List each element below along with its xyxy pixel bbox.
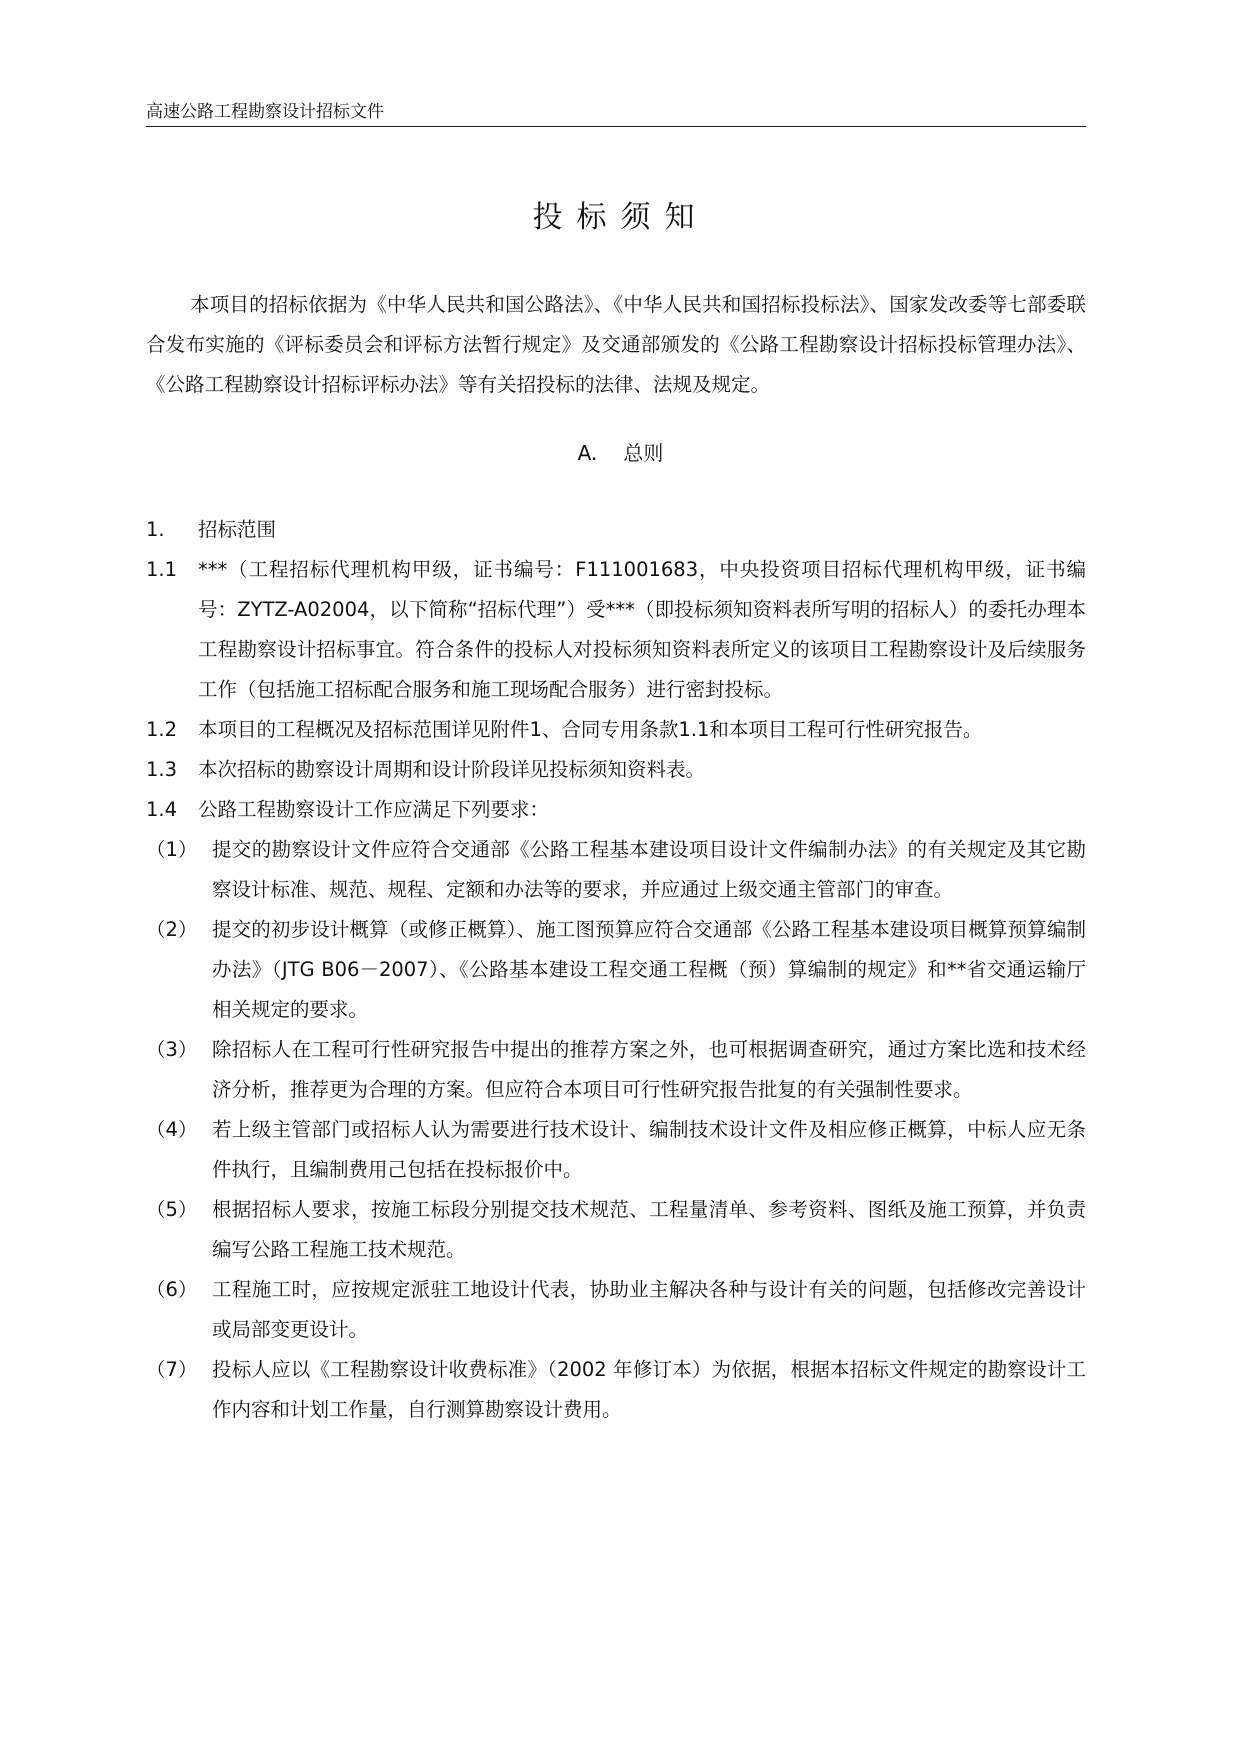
clause-item: [146, 510, 1086, 550]
requirement-item: [146, 1350, 1086, 1430]
requirement-text: 投标人应以《工程勘察设计收费标准》（2002 年修订本）为依据，根据本招标文件规定的勘察设计工作内容和计划工作量，自行测算勘察设计费用。: [212, 1358, 1086, 1421]
clause-list: [146, 510, 1086, 1430]
requirement-item: [146, 1030, 1086, 1110]
requirement-number: （4）: [146, 1118, 198, 1141]
requirement-text: 提交的勘察设计文件应符合交通部《公路工程基本建设项目设计文件编制办法》的有关规定及其它勘察设计标准、规范、规程、定额和办法等的要求，并应通过上级交通主管部门的审查。: [212, 838, 1086, 901]
requirement-number: （2）: [146, 918, 198, 941]
clause-text: ***（工程招标代理机构甲级，证书编号：F111001683，中央投资项目招标代理机构甲级，证书编号：ZYTZ-A02004，以下简称“招标代理”）受***（即投标须知资料表所写明的招标人）的委托办理本工程勘察设计招标事宜。符合条件的投标人对投标须知资料表所定义的该项目工程勘察设计及后续服务工作（包括施工招标配合服务和施工现场配合服务）进行密封投标。: [198, 558, 1086, 701]
requirement-item: [146, 910, 1086, 1030]
requirement-text: 除招标人在工程可行性研究报告中提出的推荐方案之外，也可根据调查研究，通过方案比选和技术经济分析，推荐更为合理的方案。但应符合本项目可行性研究报告批复的有关强制性要求。: [212, 1038, 1086, 1101]
clause-text: 公路工程勘察设计工作应满足下列要求：: [198, 798, 550, 821]
clause-number: 1.2: [146, 718, 178, 741]
clause-number: 1.3: [146, 758, 178, 781]
clause-number: 1.: [146, 518, 165, 541]
clause-item: [146, 550, 1086, 710]
requirement-text: 根据招标人要求，按施工标段分别提交技术规范、工程量清单、参考资料、图纸及施工预算，并负责编写公路工程施工技术规范。: [212, 1198, 1086, 1261]
requirement-text: 提交的初步设计概算（或修正概算）、施工图预算应符合交通部《公路工程基本建设项目概算预算编制办法》（JTG B06－2007）、《公路基本建设工程交通工程概（预）算编制的规定》和**省交通运输厅相关规定的要求。: [212, 918, 1086, 1021]
header-text: 高速公路工程勘察设计招标文件: [146, 102, 384, 122]
intro-paragraph: 本项目的招标依据为《中华人民共和国公路法》、《中华人民共和国招标投标法》、国家发改委等七部委联合发布实施的《评标委员会和评标方法暂行规定》及交通部颁发的《公路工程勘察设计招标投标管理办法》、《公路工程勘察设计招标评标办法》等有关招投标的法律、法规及规定。: [146, 293, 1086, 396]
requirement-number: （3）: [146, 1038, 198, 1061]
requirement-item: [146, 1270, 1086, 1350]
clause-text: 本次招标的勘察设计周期和设计阶段详见投标须知资料表。: [198, 758, 706, 781]
requirement-number: （7）: [146, 1358, 198, 1381]
clause-text: 招标范围: [198, 518, 277, 541]
requirement-number: （5）: [146, 1198, 198, 1221]
requirement-item: [146, 1110, 1086, 1190]
requirement-number: （1）: [146, 838, 198, 861]
requirement-item: [146, 1190, 1086, 1270]
requirement-text: 工程施工时，应按规定派驻工地设计代表，协助业主解决各种与设计有关的问题，包括修改完善设计或局部变更设计。: [212, 1278, 1086, 1341]
requirement-text: 若上级主管部门或招标人认为需要进行技术设计、编制技术设计文件及相应修正概算，中标人应无条件执行，且编制费用己包括在投标报价中。: [212, 1118, 1086, 1181]
clause-item: [146, 790, 1086, 830]
clause-item: [146, 710, 1086, 750]
requirement-item: [146, 830, 1086, 910]
clause-number: 1.4: [146, 798, 178, 821]
section-title: 总则: [623, 441, 664, 465]
clause-item: [146, 750, 1086, 790]
section-heading: [0, 433, 1241, 473]
document-title: 投标须知: [532, 200, 709, 235]
requirement-number: （6）: [146, 1278, 198, 1301]
section-letter: A.: [577, 441, 598, 465]
clause-number: 1.1: [146, 558, 178, 581]
page-header: [146, 101, 1086, 127]
clause-text: 本项目的工程概况及招标范围详见附件1、合同专用条款1.1和本项目工程可行性研究报告。: [198, 718, 983, 741]
